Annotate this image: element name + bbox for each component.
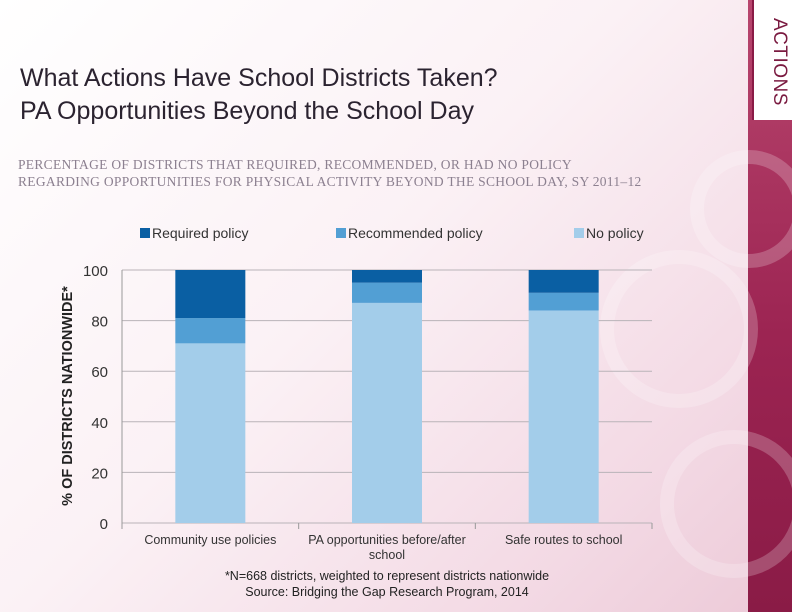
chart-subtitle-line-2: REGARDING OPPORTUNITIES FOR PHYSICAL ACTIVITY BEYOND THE SCHOOL DAY, SY 2011–12 [18, 174, 642, 189]
source-note: Source: Bridging the Gap Research Program, 2014 [245, 585, 529, 599]
y-axis-label: % OF DISTRICTS NATIONWIDE* [60, 286, 76, 506]
y-tick-label: 100 [82, 263, 108, 280]
bar-required [529, 270, 599, 293]
bar-recommended [529, 293, 599, 311]
x-tick-label: Safe routes to school [504, 533, 623, 547]
legend-swatch-required [140, 228, 150, 238]
bar-recommended [352, 283, 422, 303]
bar-none [175, 343, 245, 523]
legend-swatch-recommended [336, 228, 346, 238]
bar-required [175, 270, 245, 318]
bar-none [352, 303, 422, 523]
x-tick-label: PA opportunities before/after [308, 533, 466, 547]
chart-subtitle-line-1: PERCENTAGE OF DISTRICTS THAT REQUIRED, RECOMMENDED, OR HAD NO POLICY [18, 157, 572, 172]
legend-swatch-none [574, 228, 584, 238]
bar-recommended [175, 318, 245, 343]
y-tick-label: 0 [99, 516, 108, 533]
legend-label: Recommended policy [348, 225, 483, 241]
y-tick-label: 40 [91, 414, 108, 432]
bar-required [352, 270, 422, 283]
legend-label: Required policy [152, 225, 249, 241]
bar-none [529, 310, 599, 523]
y-tick-label: 60 [91, 364, 108, 382]
x-tick-label: Community use policies [144, 533, 277, 547]
page-title-line-1: What Actions Have School Districts Taken? [20, 64, 498, 92]
section-label: ACTIONS [769, 18, 790, 106]
footnote: *N=668 districts, weighted to represent districts nationwide [224, 569, 550, 583]
legend-label: No policy [586, 225, 644, 241]
y-tick-label: 20 [91, 465, 108, 483]
x-tick-label: school [368, 548, 406, 562]
page-title-line-2: PA Opportunities Beyond the School Day [20, 97, 474, 125]
y-tick-label: 80 [91, 313, 108, 331]
